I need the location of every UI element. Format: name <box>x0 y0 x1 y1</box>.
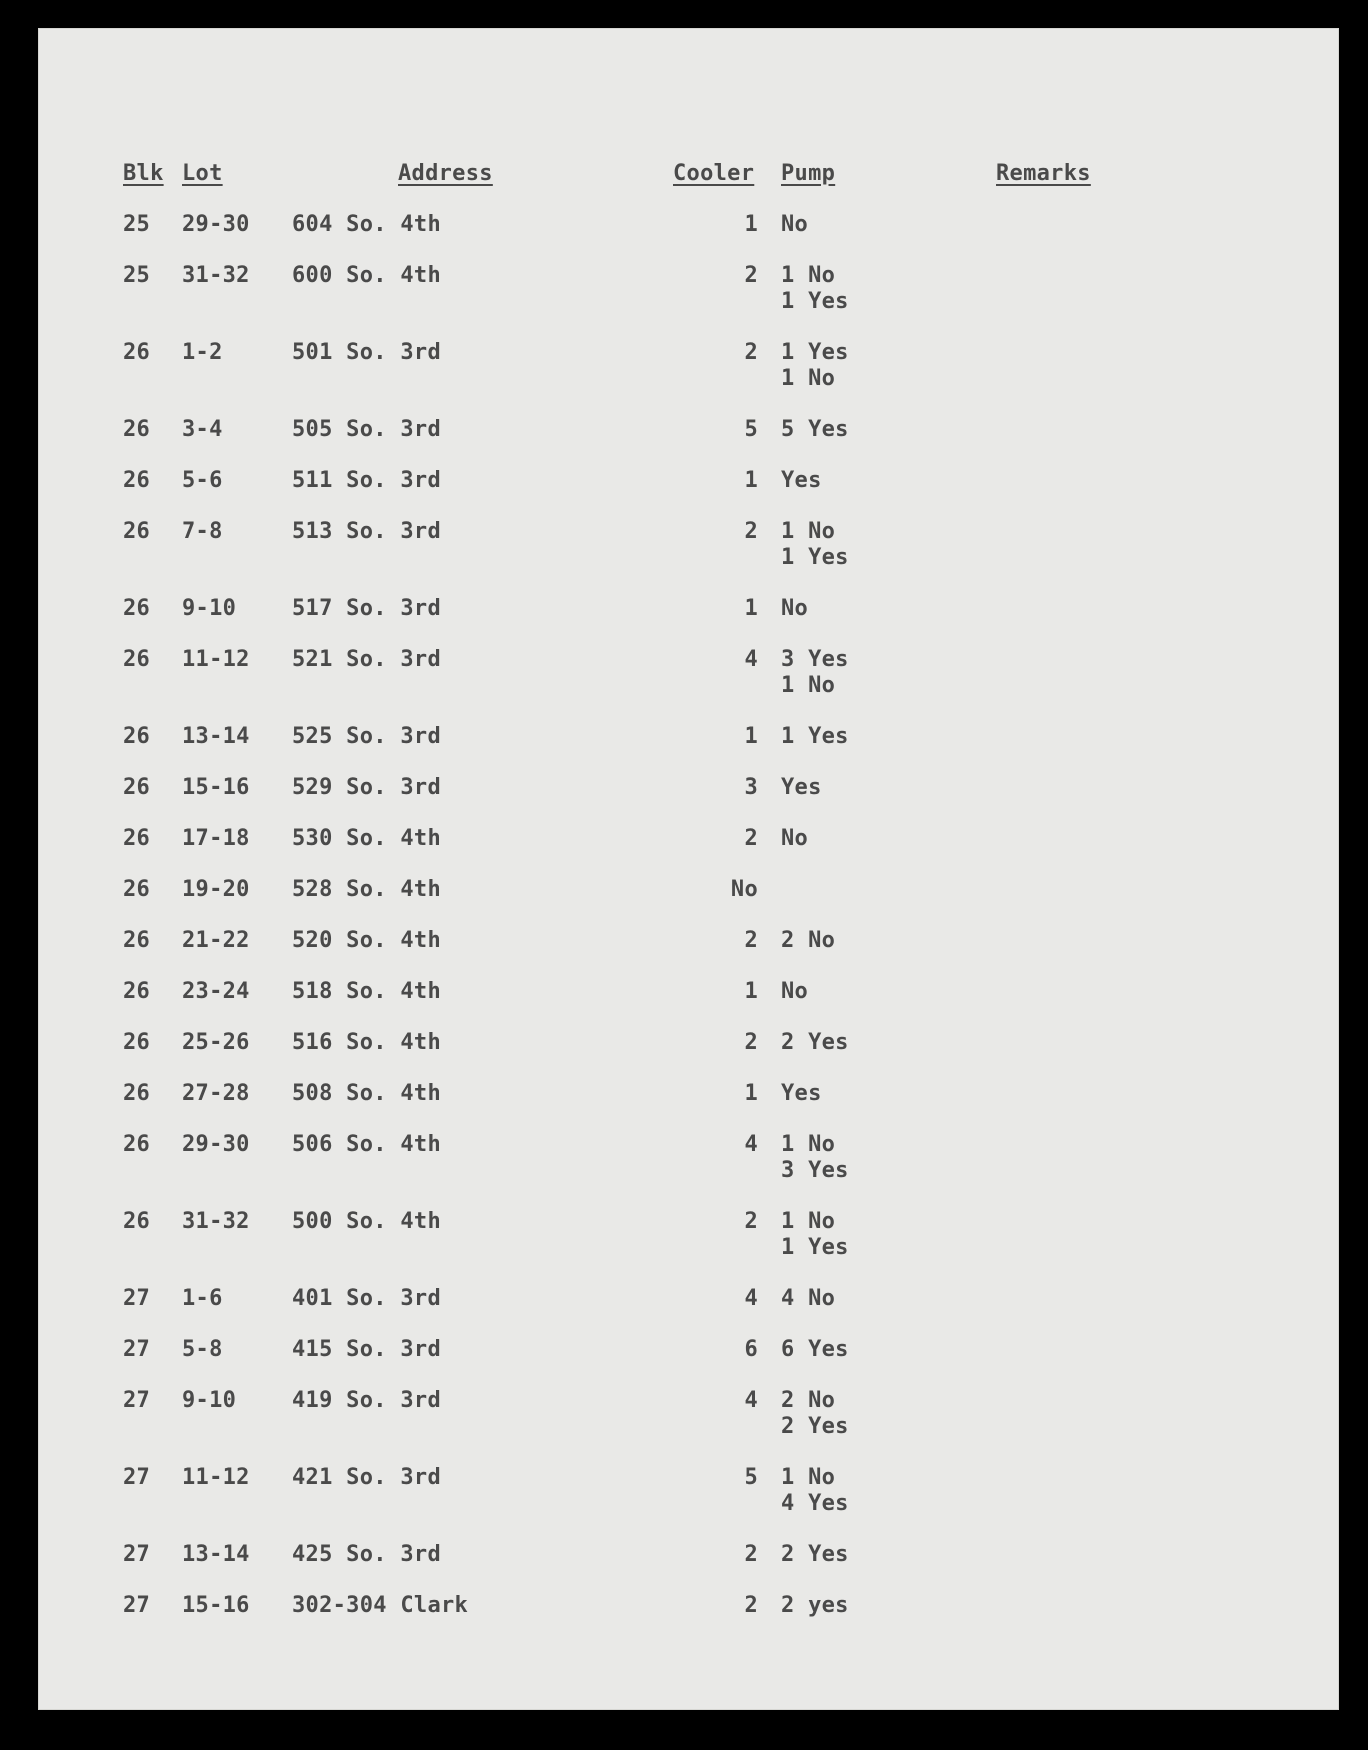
cooler-cell: 5 <box>744 417 758 442</box>
lot-cell: 9-10 <box>182 596 237 621</box>
cooler-cell: 4 <box>744 1388 758 1413</box>
address-cell: 600 So. 4th <box>292 263 441 288</box>
pump-line: 2 Yes <box>781 1030 849 1055</box>
lot-cell: 25-26 <box>182 1030 250 1055</box>
blk-cell: 25 <box>123 263 151 288</box>
lot-cell: 3-4 <box>182 417 223 442</box>
pump-line: 2 No <box>781 928 836 953</box>
cooler-cell: 6 <box>744 1337 758 1362</box>
header-pump: Pump <box>781 161 836 186</box>
cooler-cell: 2 <box>744 1209 758 1234</box>
pump-line: 2 Yes <box>781 1542 849 1567</box>
lot-cell: 13-14 <box>182 1542 250 1567</box>
table-row <box>38 1593 1339 1643</box>
cooler-cell: 1 <box>744 596 758 621</box>
lot-cell: 5-6 <box>182 468 223 493</box>
pump-line: No <box>781 979 809 1004</box>
pump-line: 1 Yes <box>781 545 849 570</box>
pump-line: 2 yes <box>781 1593 849 1618</box>
table-row <box>38 340 1339 390</box>
table-row <box>38 647 1339 697</box>
blk-cell: 27 <box>123 1542 151 1567</box>
blk-cell: 26 <box>123 877 151 902</box>
blk-cell: 27 <box>123 1337 151 1362</box>
pump-cell <box>781 1542 849 1568</box>
pump-line: Yes <box>781 775 822 800</box>
pump-cell <box>781 468 822 494</box>
pump-cell <box>781 826 808 852</box>
address-cell: 518 So. 4th <box>292 979 441 1004</box>
lot-cell: 17-18 <box>182 826 250 851</box>
lot-cell: 31-32 <box>182 263 250 288</box>
address-cell: 516 So. 4th <box>292 1030 441 1055</box>
lot-cell: 15-16 <box>182 1593 250 1618</box>
pump-cell <box>781 1593 849 1619</box>
pump-line: No <box>781 826 809 851</box>
address-cell: 415 So. 3rd <box>292 1337 441 1362</box>
address-cell: 421 So. 3rd <box>292 1465 441 1490</box>
header-cooler: Cooler <box>673 161 755 186</box>
pump-line: 6 Yes <box>781 1337 849 1362</box>
lot-cell: 29-30 <box>182 212 250 237</box>
pump-cell <box>781 1388 849 1440</box>
blk-cell: 26 <box>123 417 151 442</box>
pump-line: 1 Yes <box>781 340 849 365</box>
blk-cell: 26 <box>123 1209 151 1234</box>
pump-line: No <box>781 212 809 237</box>
table-row <box>38 596 1339 646</box>
pump-cell <box>781 519 849 571</box>
table-row <box>38 1286 1339 1336</box>
table-row <box>38 979 1339 1029</box>
lot-cell: 23-24 <box>182 979 250 1004</box>
cooler-cell: 4 <box>744 1286 758 1311</box>
pump-line: 1 No <box>781 263 836 288</box>
address-cell: 530 So. 4th <box>292 826 441 851</box>
cooler-cell: 1 <box>744 212 758 237</box>
table-row <box>38 1209 1339 1259</box>
table-row <box>38 1465 1339 1515</box>
table-row <box>38 263 1339 313</box>
blk-cell: 27 <box>123 1388 151 1413</box>
pump-cell <box>781 1286 835 1312</box>
table-row <box>38 417 1339 467</box>
address-cell: 508 So. 4th <box>292 1081 441 1106</box>
lot-cell: 11-12 <box>182 647 250 672</box>
pump-line: 1 No <box>781 1209 836 1234</box>
pump-cell <box>781 263 849 315</box>
pump-cell <box>781 1337 849 1363</box>
cooler-cell: 2 <box>744 1542 758 1567</box>
pump-cell <box>781 1081 822 1107</box>
blk-cell: 26 <box>123 340 151 365</box>
cooler-cell: 2 <box>744 1593 758 1618</box>
pump-line: 1 No <box>781 1132 836 1157</box>
cooler-cell: 2 <box>744 519 758 544</box>
address-cell: 528 So. 4th <box>292 877 441 902</box>
cooler-cell: 1 <box>744 468 758 493</box>
pump-cell <box>781 596 808 622</box>
table-header <box>38 161 1339 211</box>
address-cell: 505 So. 3rd <box>292 417 441 442</box>
pump-cell <box>781 724 849 750</box>
address-cell: 604 So. 4th <box>292 212 441 237</box>
blk-cell: 27 <box>123 1465 151 1490</box>
table-row <box>38 519 1339 569</box>
pump-line: Yes <box>781 1081 822 1106</box>
lot-cell: 13-14 <box>182 724 250 749</box>
cooler-cell: 2 <box>744 340 758 365</box>
lot-cell: 27-28 <box>182 1081 250 1106</box>
cooler-cell: 2 <box>744 928 758 953</box>
blk-cell: 26 <box>123 519 151 544</box>
pump-cell <box>781 417 849 443</box>
pump-cell <box>781 775 822 801</box>
table-row <box>38 212 1339 262</box>
cooler-cell: 2 <box>744 1030 758 1055</box>
table-row <box>38 1542 1339 1592</box>
table-row <box>38 928 1339 978</box>
header-address: Address <box>398 161 493 186</box>
blk-cell: 26 <box>123 468 151 493</box>
pump-line: 1 No <box>781 1465 836 1490</box>
address-cell: 506 So. 4th <box>292 1132 441 1157</box>
table-row <box>38 724 1339 774</box>
pump-line: 2 Yes <box>781 1414 849 1439</box>
pump-line: 4 Yes <box>781 1491 849 1516</box>
blk-cell: 27 <box>123 1286 151 1311</box>
pump-line: 1 No <box>781 366 836 391</box>
pump-cell <box>781 1465 849 1517</box>
pump-line: 1 No <box>781 519 836 544</box>
pump-cell <box>781 1132 849 1184</box>
pump-line: 5 Yes <box>781 417 849 442</box>
blk-cell: 26 <box>123 596 151 621</box>
lot-cell: 29-30 <box>182 1132 250 1157</box>
pump-line: 2 No <box>781 1388 836 1413</box>
blk-cell: 26 <box>123 1081 151 1106</box>
pump-cell <box>781 340 849 392</box>
lot-cell: 7-8 <box>182 519 223 544</box>
table-row <box>38 468 1339 518</box>
table-row <box>38 775 1339 825</box>
cooler-cell: 1 <box>744 724 758 749</box>
pump-cell <box>781 928 835 954</box>
cooler-cell: 5 <box>744 1465 758 1490</box>
address-cell: 401 So. 3rd <box>292 1286 441 1311</box>
blk-cell: 26 <box>123 724 151 749</box>
lot-cell: 11-12 <box>182 1465 250 1490</box>
lot-cell: 9-10 <box>182 1388 237 1413</box>
pump-cell <box>781 647 849 699</box>
lot-cell: 1-6 <box>182 1286 223 1311</box>
address-cell: 525 So. 3rd <box>292 724 441 749</box>
lot-cell: 21-22 <box>182 928 250 953</box>
address-cell: 419 So. 3rd <box>292 1388 441 1413</box>
table-row <box>38 1030 1339 1080</box>
pump-cell <box>781 979 808 1005</box>
pump-line: Yes <box>781 468 822 493</box>
lot-cell: 15-16 <box>182 775 250 800</box>
lot-cell: 1-2 <box>182 340 223 365</box>
cooler-cell: 1 <box>744 979 758 1004</box>
pump-line: 3 Yes <box>781 1158 849 1183</box>
pump-line: 4 No <box>781 1286 836 1311</box>
header-remarks: Remarks <box>996 161 1091 186</box>
cooler-cell: 3 <box>744 775 758 800</box>
cooler-cell: 2 <box>744 826 758 851</box>
document-page <box>38 28 1339 1710</box>
blk-cell: 27 <box>123 1593 151 1618</box>
blk-cell: 25 <box>123 212 151 237</box>
blk-cell: 26 <box>123 1132 151 1157</box>
cooler-cell: 2 <box>744 263 758 288</box>
table-row <box>38 826 1339 876</box>
cooler-cell: 1 <box>744 1081 758 1106</box>
table-row <box>38 1081 1339 1131</box>
table-row <box>38 1132 1339 1182</box>
cooler-cell: 4 <box>744 647 758 672</box>
address-cell: 302-304 Clark <box>292 1593 469 1618</box>
pump-line: No <box>781 596 809 621</box>
blk-cell: 26 <box>123 775 151 800</box>
lot-cell: 5-8 <box>182 1337 223 1362</box>
address-cell: 520 So. 4th <box>292 928 441 953</box>
table-row <box>38 1337 1339 1387</box>
lot-cell: 31-32 <box>182 1209 250 1234</box>
cooler-cell: No <box>730 877 758 902</box>
pump-line: 3 Yes <box>781 647 849 672</box>
pump-cell <box>781 1209 849 1261</box>
blk-cell: 26 <box>123 979 151 1004</box>
cooler-cell: 4 <box>744 1132 758 1157</box>
address-cell: 529 So. 3rd <box>292 775 441 800</box>
header-blk: Blk <box>123 161 164 186</box>
pump-line: 1 Yes <box>781 724 849 749</box>
address-cell: 521 So. 3rd <box>292 647 441 672</box>
blk-cell: 26 <box>123 826 151 851</box>
pump-line: 1 Yes <box>781 1235 849 1260</box>
table-row <box>38 877 1339 927</box>
blk-cell: 26 <box>123 1030 151 1055</box>
address-cell: 425 So. 3rd <box>292 1542 441 1567</box>
address-cell: 511 So. 3rd <box>292 468 441 493</box>
table-row <box>38 1388 1339 1438</box>
blk-cell: 26 <box>123 647 151 672</box>
pump-line: 1 No <box>781 673 836 698</box>
address-cell: 500 So. 4th <box>292 1209 441 1234</box>
address-cell: 501 So. 3rd <box>292 340 441 365</box>
pump-line: 1 Yes <box>781 289 849 314</box>
address-cell: 513 So. 3rd <box>292 519 441 544</box>
blk-cell: 26 <box>123 928 151 953</box>
header-lot: Lot <box>182 161 223 186</box>
pump-cell <box>781 1030 849 1056</box>
lot-cell: 19-20 <box>182 877 250 902</box>
pump-cell <box>781 212 808 238</box>
address-cell: 517 So. 3rd <box>292 596 441 621</box>
